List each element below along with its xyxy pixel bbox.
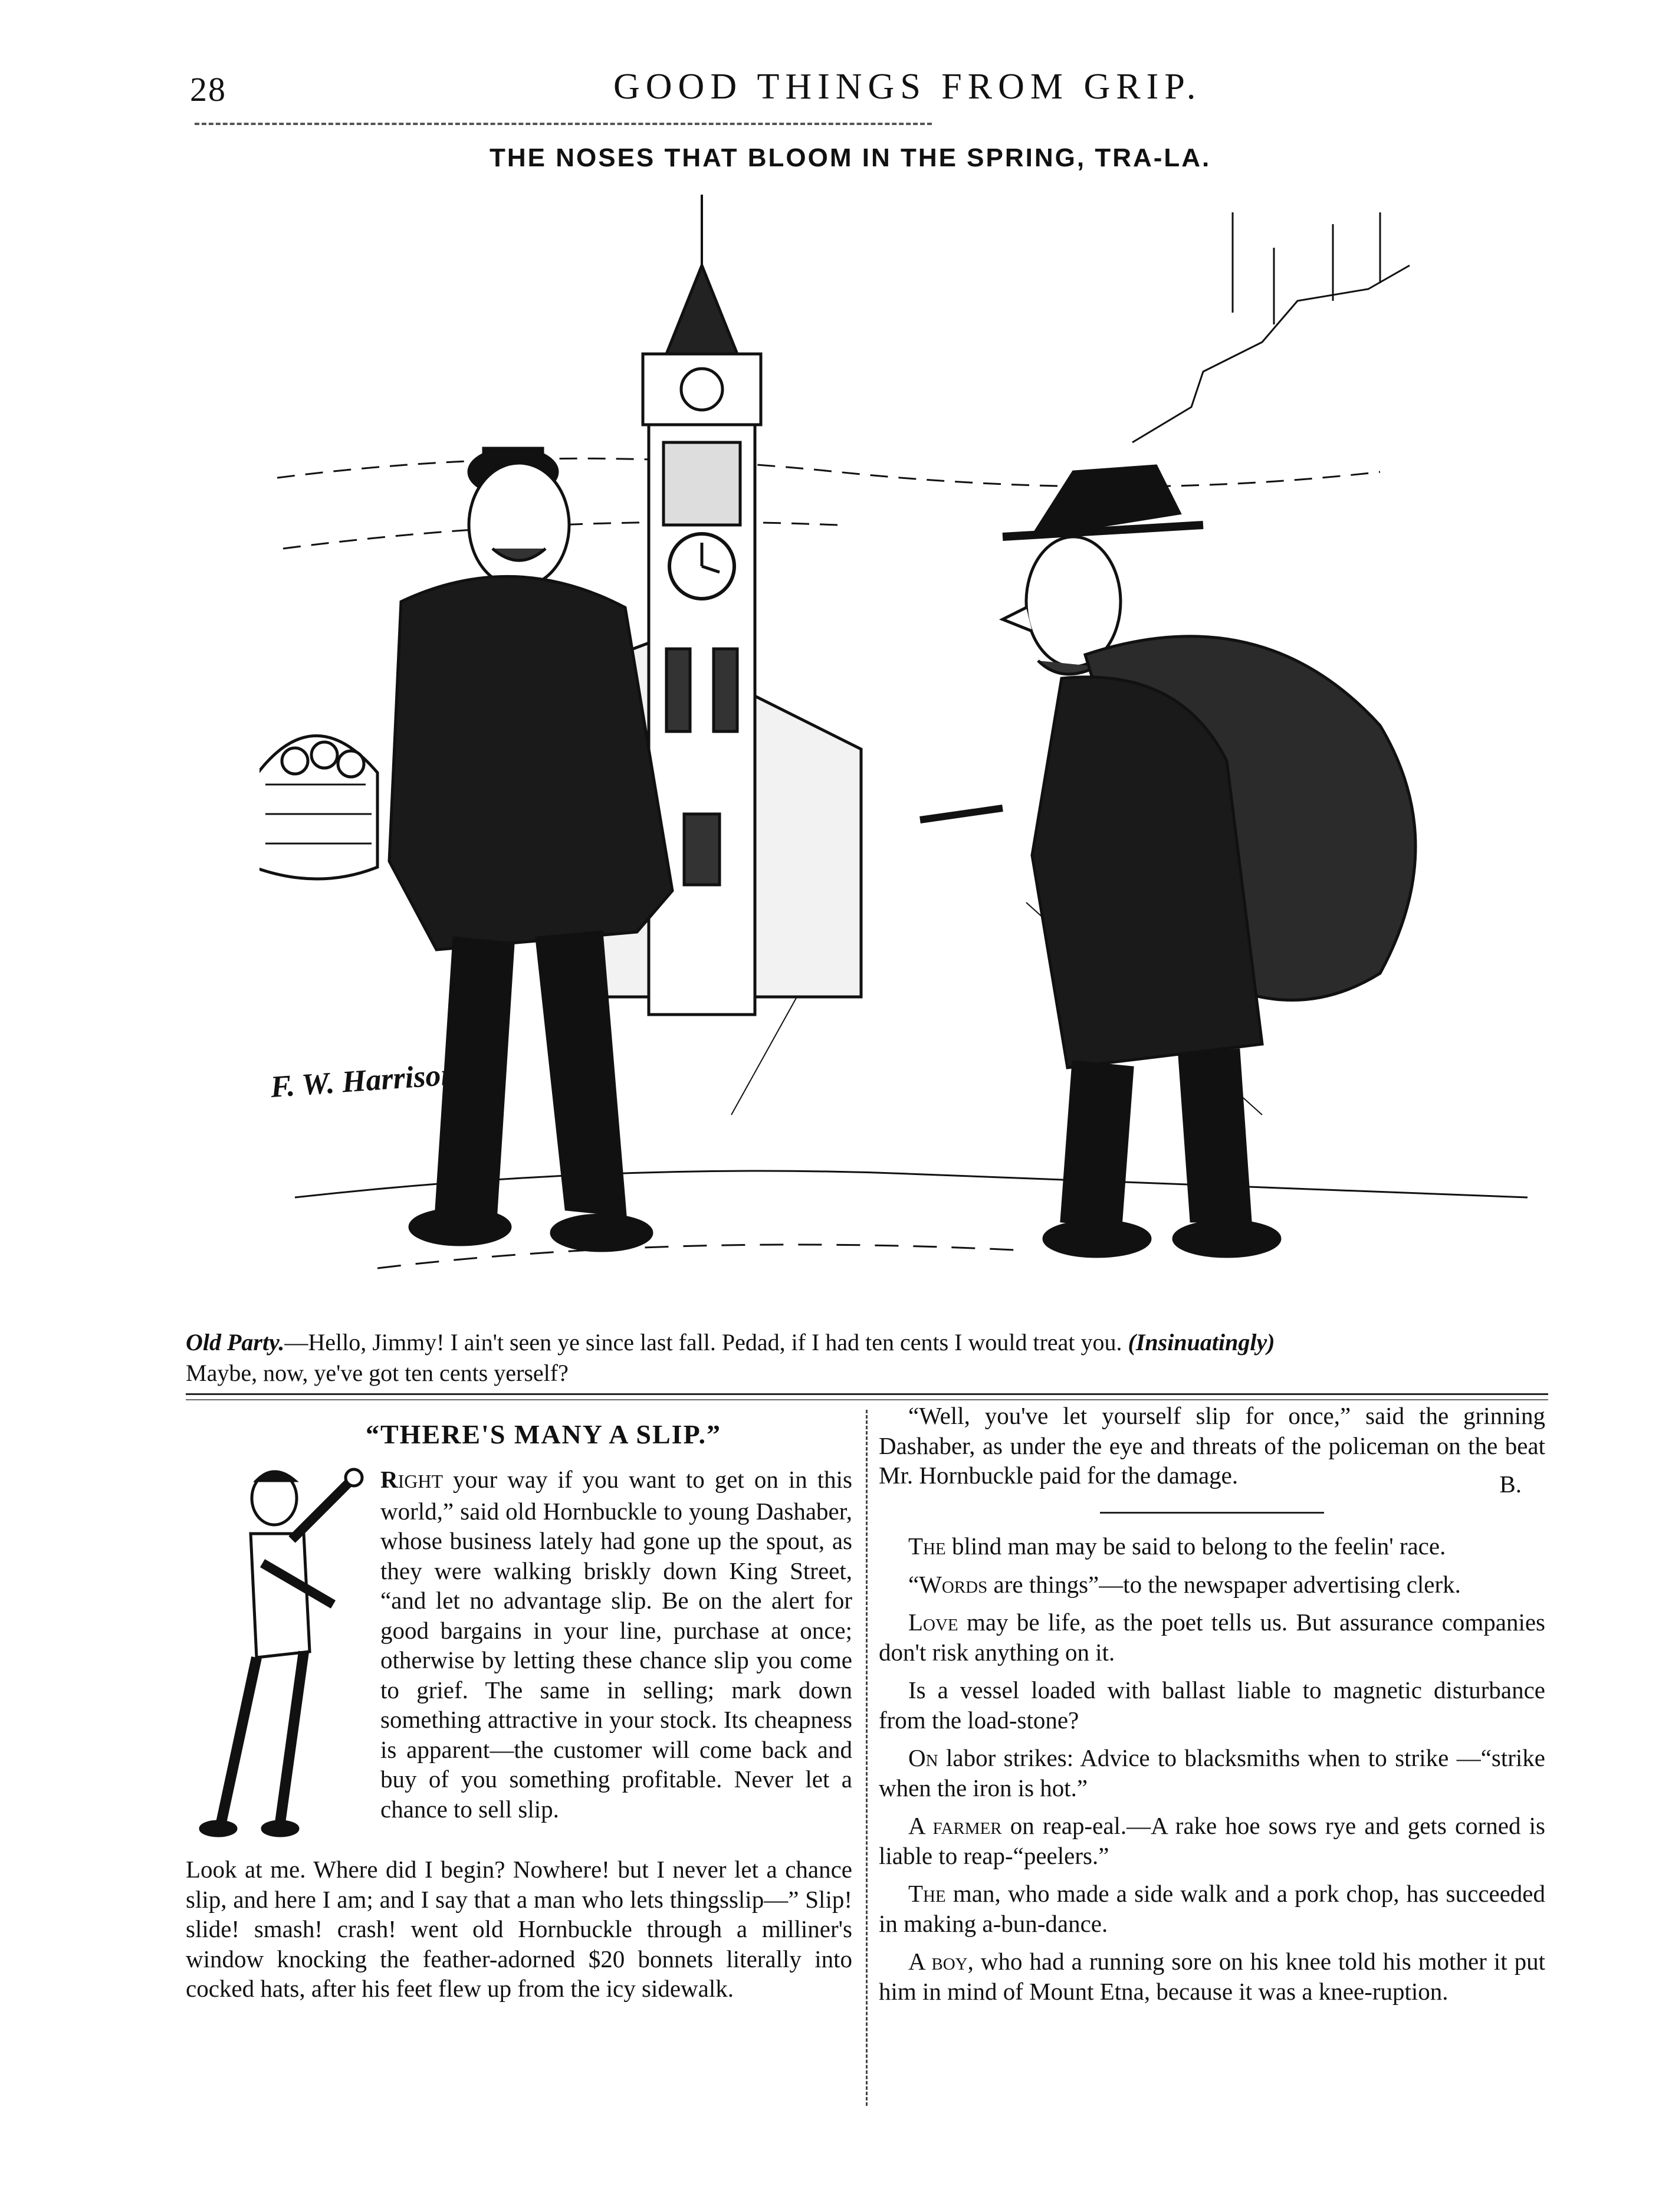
- story-text-a: your way if you want to get on in this world,” said old Hornbuckle to young Dashaber, whose business lately had gone up the spout, as they were walking briskly down King Street, “and let no advantage slip. Be on the alert for good bargains in your line, purchase at once; otherwise by letting these chance slip you come to grief. The same in selling; mark down something attractive in your stock. Its cheapness is apparent—the customer will come back and buy of you something profitable. Never let a chance to sell slip.: [380, 1466, 852, 1823]
- joke-item: The man, who made a side walk and a pork chop, has succeeded in making a-bun-dance.: [879, 1880, 1545, 1937]
- joke-item: Is a vessel loaded with ballast liable to magnetic disturbance from the load-stone?: [879, 1676, 1545, 1734]
- caption-line-1: —Hello, Jimmy! I ain't seen ye since last fall. Pedad, if I had ten cents I would treat you.: [284, 1329, 1122, 1356]
- caption-rule: [186, 1393, 1548, 1395]
- story-body-part-2: Look at me. Where did I begin? Nowhere! but I never let a chance slip, and here I am; and I say that a man who lets thingsslip—” Slip! slide! smash! crash! went old Hornbuckle through a milliner's window knocking the feather-adorned $20 bonnets literally into cocked hats, after his feet flew up from the icy sidewalk.: [186, 1856, 852, 2002]
- right-column: [879, 1401, 1545, 2014]
- story-ending-text: “Well, you've let yourself slip for once,” said the grinning Dashaber, as under the eye and threats of the policeman on the beat Mr. Hornbuckle paid for the damage.: [879, 1402, 1545, 1489]
- story-body-part-1: [380, 1465, 852, 1824]
- joke-item: The blind man may be said to belong to the feelin' race.: [908, 1532, 1446, 1560]
- man-with-basket: [260, 448, 672, 1251]
- caption-stage-direction: (Insinuatingly): [1128, 1329, 1275, 1356]
- story-signature: B.: [1499, 1470, 1522, 1498]
- running-head: GOOD THINGS FROM GRIP.: [613, 67, 1202, 107]
- joke-item: A boy, who had a running sore on his knee told his mother it put him in mind of Mount Etna, because it was a knee-ruption.: [879, 1948, 1545, 2005]
- joke-item: “Words are things”—to the newspaper advertising clerk.: [908, 1570, 1461, 1598]
- cartoon-caption: [186, 1327, 1554, 1389]
- man-with-sack: [920, 466, 1415, 1256]
- joke-item: Love may be life, as the poet tells us. But assurance companies don't risk anything on it.: [879, 1609, 1545, 1666]
- story-title: “THERE'S MANY A SLIP.”: [366, 1419, 721, 1449]
- caption-speaker: Old Party.: [186, 1329, 285, 1356]
- caption-rule-thin: [186, 1399, 1548, 1400]
- column-divider: [866, 1410, 868, 2106]
- story-dropcap: R: [380, 1466, 398, 1493]
- page-number: 28: [190, 70, 226, 109]
- caption-line-2: Maybe, now, ye've got ten cents yerself?: [186, 1360, 569, 1386]
- story-first-word: IGHT: [398, 1471, 444, 1492]
- section-rule: [1100, 1512, 1324, 1514]
- cartoon-illustration: [260, 195, 1575, 1321]
- artist-signature: F. W. Harrison: [269, 1057, 459, 1104]
- joke-item: A farmer on reap-eal.—A rake hoe sows rye and gets corned is liable to reap-“peelers.”: [879, 1812, 1545, 1869]
- header-rule: [195, 123, 932, 125]
- cartoon-title: THE NOSES THAT BLOOM IN THE SPRING, TRA-LA.: [490, 143, 1211, 172]
- joke-item: On labor strikes: Advice to blacksmiths when to strike —“strike when the iron is hot.”: [879, 1744, 1545, 1801]
- gesturing-man-figure: [186, 1457, 375, 1840]
